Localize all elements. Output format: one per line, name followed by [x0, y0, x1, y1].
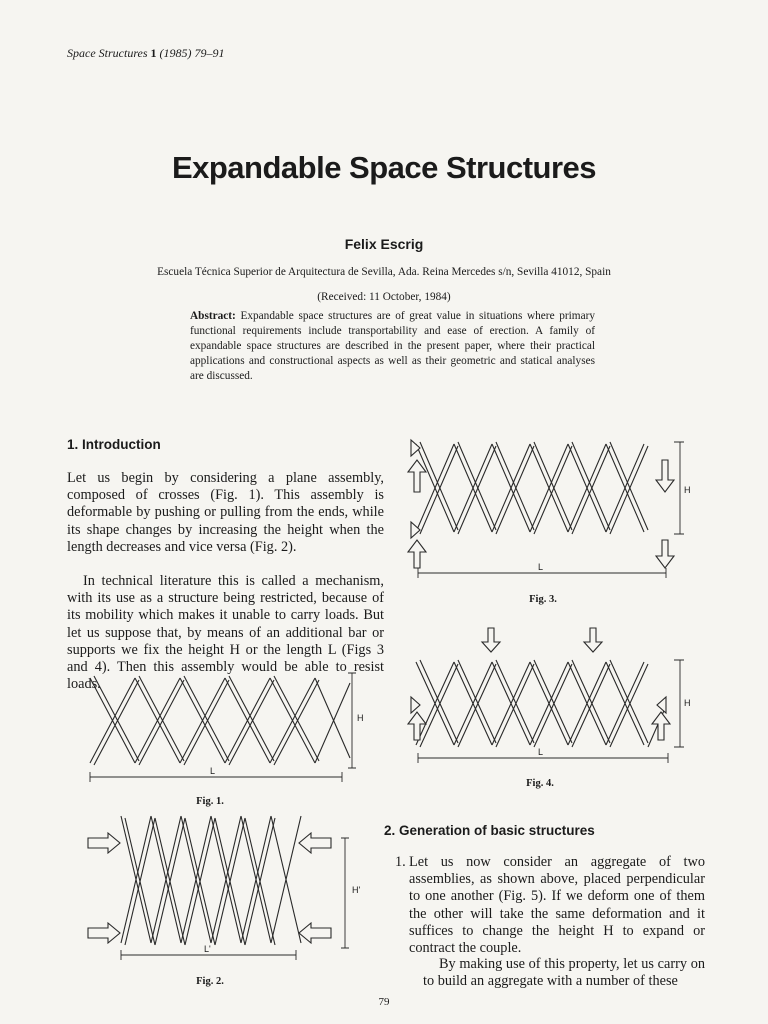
push-arrow-bottom-left	[88, 923, 120, 943]
journal-pages: (1985) 79–91	[159, 46, 225, 60]
page-number: 79	[378, 996, 390, 1008]
generation-list-item	[395, 854, 705, 957]
section-heading-introduction: 1. Introduction	[67, 437, 161, 452]
fig2-height-label: H'	[352, 885, 361, 895]
generation-paragraph-2: By making use of this property, let us carry on to build an aggregate with a number of these	[423, 956, 705, 990]
list-item-number: 1.	[395, 854, 406, 870]
intro-paragraph-1: Let us begin by considering a plane assembly, composed of crosses (Fig. 1). This assembly is deformable by pushing or pulling from the ends, while its shape changes by increasing the height when the length decreases and vice versa (Fig. 2).	[67, 470, 384, 555]
up-arrow-bottom-left	[408, 540, 426, 568]
figure-3-caption: Fig. 3.	[529, 594, 557, 605]
journal-reference	[67, 46, 225, 61]
paper-title: Expandable Space Structures	[171, 150, 597, 185]
figure-1-drawing	[80, 668, 380, 788]
figure-3-drawing	[404, 432, 704, 582]
received-date: (Received: 11 October, 1984)	[317, 291, 451, 303]
journal-name: Space Structures	[67, 46, 148, 60]
scissor-assembly	[121, 816, 301, 945]
figure-2-caption: Fig. 2.	[196, 976, 224, 987]
down-arrow-bottom-right	[656, 540, 674, 568]
author-affiliation: Escuela Técnica Superior de Arquitectura de Sevilla, Ada. Reina Mercedes s/n, Sevilla 41012, Spain	[157, 266, 611, 278]
up-arrow-left	[408, 712, 426, 740]
journal-volume: 1	[150, 46, 157, 60]
support-pin-top-left	[411, 440, 420, 456]
author-name: Felix Escrig	[344, 236, 424, 252]
fig3-height-label: H	[684, 485, 691, 495]
fig4-length-label: L	[538, 747, 544, 757]
down-arrow-top-right	[656, 460, 674, 492]
figure-1-caption: Fig. 1.	[196, 796, 224, 807]
abstract-text: Expandable space structures are of great value in situations where primary functional requirements include transportability and ease of erection. A family of expandable space structures are described in the present paper, where their practical applications and constructional aspects as well as their geometric and statical analyses are discussed.	[190, 310, 596, 382]
figure-4-caption: Fig. 4.	[526, 778, 554, 789]
abstract	[190, 309, 595, 384]
up-arrow-right	[652, 712, 670, 740]
figure-2-drawing	[86, 808, 386, 968]
figure-4-drawing	[404, 620, 704, 770]
fig2-length-label: L'	[204, 944, 211, 954]
support-pin-left	[411, 697, 420, 713]
fig3-length-label: L	[538, 562, 544, 572]
scissor-assembly	[416, 442, 648, 534]
abstract-label: Abstract:	[190, 310, 236, 322]
fig1-height-label: H	[357, 713, 364, 723]
load-arrow-right	[584, 628, 602, 652]
section-heading-generation: 2. Generation of basic structures	[384, 823, 595, 838]
intro-paragraph-2: In technical literature this is called a mechanism, with its use as a structure being restricted, because of its mobility which makes it unable to carry loads. But let us suppose that, by means of an additional bar or supports we fix the height H or the length L (Figs 3 and 4). Then this assembly would be able to resist loads.	[67, 573, 384, 693]
scissor-assembly	[416, 660, 666, 747]
push-arrow-top-right	[299, 833, 331, 853]
up-arrow-top-left	[408, 460, 426, 492]
push-arrow-bottom-right	[299, 923, 331, 943]
support-pin-bottom-left	[411, 522, 420, 538]
fig4-height-label: H	[684, 698, 691, 708]
list-item-text: Let us now consider an aggregate of two assemblies, as shown above, placed perpendicular to one another (Fig. 5). If we deform one of them the other will take the same deformation and it suffices to change the height H to expand or contract the couple.	[409, 854, 705, 957]
fig1-length-label: L	[210, 766, 216, 776]
push-arrow-top-left	[88, 833, 120, 853]
scissor-assembly	[90, 676, 350, 765]
support-pin-right	[657, 697, 666, 713]
load-arrow-left	[482, 628, 500, 652]
